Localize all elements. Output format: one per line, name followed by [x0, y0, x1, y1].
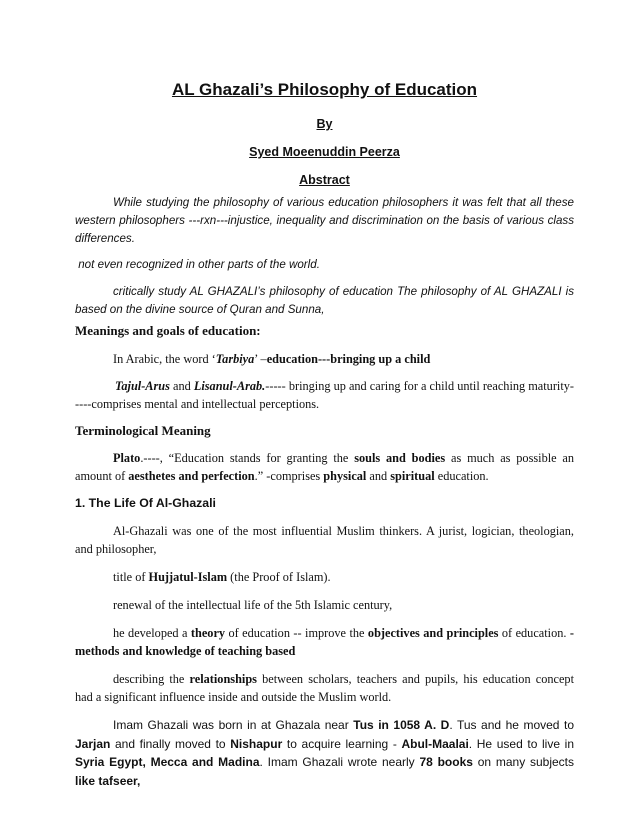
life-p6-c: and finally moved to	[110, 736, 231, 751]
life-paragraph-4	[75, 624, 574, 660]
tafseer-term: like tafseer,	[75, 773, 141, 788]
life-p2-pre: title of	[113, 570, 149, 584]
books-count-term: 78 books	[419, 755, 473, 769]
meanings-line-2-rest: ----- bringing up and caring for a child until reaching maturity-----comprises mental and intellectual perceptions.	[75, 379, 575, 411]
abstract-heading: Abstract	[299, 173, 350, 187]
meanings-line-1-bold: education---bringing up a child	[266, 352, 431, 366]
life-paragraph-2	[75, 568, 574, 586]
meanings-line-2	[75, 377, 574, 413]
theory-term: theory	[190, 626, 226, 640]
life-paragraph-1: Al-Ghazali was one of the most influential Muslim thinkers. A jurist, logician, theologian, and philosopher,	[75, 524, 574, 556]
author-name: Syed Moeenuddin Peerza	[249, 145, 400, 159]
life-p5-a: describing the	[113, 672, 190, 686]
life-heading: 1. The Life Of Al-Ghazali	[75, 496, 216, 510]
physical-term: physical	[323, 469, 367, 483]
life-paragraph-5	[75, 670, 574, 706]
abstract-paragraph-1: While studying the philosophy of various education philosophers it was felt that all these western philosophers ---rxn---injustice, inequality and discrimination on the basis of various class differences.	[75, 196, 574, 245]
terminological-heading: Terminological Meaning	[75, 423, 211, 438]
methods-term: - methods and knowledge of teaching based	[75, 626, 574, 658]
abstract-paragraph-2	[75, 256, 574, 274]
spiritual-term: spiritual	[390, 469, 435, 483]
meanings-and: and	[169, 379, 194, 393]
page-title: AL Ghazali’s Philosophy of Education	[171, 80, 478, 99]
life-p4-a: he developed a	[113, 626, 191, 640]
nishapur-term: Nishapur	[230, 736, 283, 751]
life-p6-g: on many subjects	[472, 755, 574, 769]
relationships-term: relationships	[189, 672, 257, 686]
life-paragraph-6	[75, 716, 574, 790]
souls-bodies-term: souls and bodies	[354, 451, 446, 465]
meanings-heading: Meanings and goals of education:	[75, 323, 261, 338]
tarbiya-term: Tarbiya	[215, 352, 255, 366]
objectives-term: objectives and principles	[367, 626, 499, 640]
tajul-arus-term: Tajul-Arus	[115, 379, 170, 393]
term-text-4: and	[366, 469, 391, 483]
meanings-line-1-mid: ’ –	[254, 352, 267, 366]
life-p2-post: (the Proof of Islam).	[227, 570, 331, 584]
hujjatul-islam-term: Hujjatul-Islam	[148, 570, 228, 584]
by-label: By	[316, 117, 333, 131]
places-term: Syria Egypt, Mecca and Madina	[75, 755, 260, 769]
meanings-line-1	[75, 350, 574, 368]
abul-maalai-term: Abul-Maalai	[401, 736, 469, 751]
terminological-paragraph	[75, 449, 574, 485]
jarjan-term: Jarjan	[75, 736, 111, 751]
life-p5-b: between scholars, teachers and pupils, his education concept had a significant influence inside and outside the Muslim world.	[75, 672, 574, 704]
meanings-line-1-pre: In Arabic, the word ‘	[113, 352, 216, 366]
life-paragraph-3: renewal of the intellectual life of the 5th Islamic century,	[113, 598, 393, 612]
life-p4-c: of education.	[498, 626, 570, 640]
life-p4-b: of education -- improve the	[225, 626, 368, 640]
life-p6-f: . Imam Ghazali wrote nearly	[259, 755, 420, 769]
lisanul-arab-term: Lisanul-Arab.	[193, 379, 266, 393]
term-text-2: as much as possible an amount of	[75, 451, 575, 483]
abstract-paragraph-2-text: not even recognized in other parts of the world.	[78, 258, 320, 271]
abstract-paragraph-3: critically study AL GHAZALI’s philosophy of education The philosophy of AL GHAZALI is based on the divine source of Quran and Sunna,	[75, 285, 574, 316]
aesthetes-term: aesthetes and perfection	[128, 469, 255, 483]
term-text-5: education.	[434, 469, 489, 483]
life-p6-a: Imam Ghazali was born in at Ghazala near	[113, 718, 354, 732]
term-text-1: .----, “Education stands for granting the	[140, 451, 355, 465]
life-p6-b: . Tus and he moved to	[449, 718, 574, 732]
plato-term: Plato	[113, 451, 141, 465]
term-text-3: .” -comprises	[254, 469, 324, 483]
life-p6-e: . He used to live in	[468, 736, 574, 751]
life-p6-d: to acquire learning -	[282, 736, 402, 751]
tus-term: Tus in 1058 A. D	[353, 718, 450, 732]
